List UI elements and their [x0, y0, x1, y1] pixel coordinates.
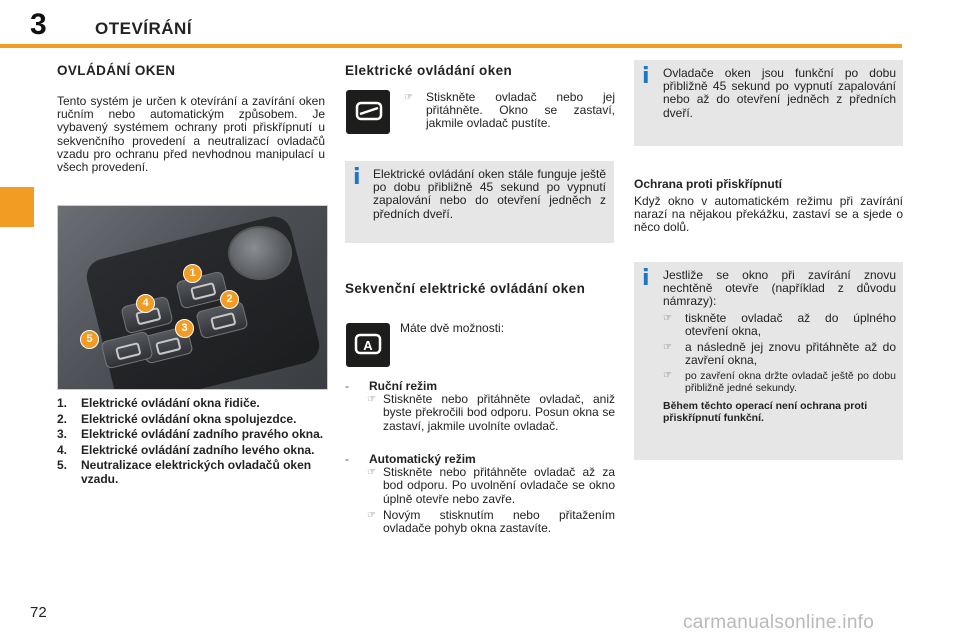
- info-bullet: a následně jej znovu přitáhněte až do zavření okna,: [685, 340, 896, 368]
- info-icon: i: [353, 165, 361, 190]
- legend-item: 2. Elektrické ovládání okna spolujezdce.: [57, 411, 297, 426]
- intro-paragraph: Tento systém je určen k otevírání a zavírání oken ručním nebo automatickým způsobem. Je vybavený systémem ochrany proti přiskřípnutí u sekvenčního provedení a neutralizací ovladačů vzadu pro ochranu před nevhodnou manipulací u všech provedení.: [57, 94, 325, 175]
- electric-bullet: ☞ Stiskněte ovladač nebo jej přitáhněte. Okno se zastaví, jakmile ovladač pustíte.: [404, 90, 615, 131]
- legend-item: 5. Neutralizace elektrických ovladačů oken vzadu.: [57, 458, 312, 486]
- pointer-icon: ☞: [367, 394, 376, 406]
- marker-1: 1: [183, 264, 202, 283]
- pointer-icon: ☞: [367, 467, 376, 479]
- sequential-heading: Sekvenční elektrické ovládání oken: [345, 281, 586, 296]
- watermark: carmanualsonline.info: [683, 612, 875, 633]
- pointer-icon: ☞: [663, 313, 672, 324]
- mirror-dial: [228, 226, 292, 280]
- info-icon: i: [642, 266, 650, 291]
- window-switch-icon: [346, 90, 390, 134]
- info-text: Jestliže se okno při zavírání znovu nechtěně otevře (například z důvodu námrazy):: [663, 268, 896, 309]
- manual-mode-label: Ruční režim: [369, 379, 438, 393]
- pointer-icon: ☞: [663, 342, 672, 353]
- marker-5: 5: [80, 330, 99, 349]
- pinch-text: Když okno v automatickém režimu při zavírání narazí na nějakou překážku, zastaví se a sjede o něco dolů.: [634, 194, 903, 235]
- info-box-icing: [634, 262, 903, 460]
- sequential-intro: Máte dvě možnosti:: [400, 321, 505, 335]
- electric-windows-heading: Elektrické ovládání oken: [345, 63, 513, 78]
- info-box-switches: [634, 60, 903, 146]
- marker-3: 3: [175, 319, 194, 338]
- info-box-timer: [345, 161, 614, 243]
- page-number: 72: [30, 604, 47, 621]
- info-bullet: po zavření okna držte ovladač ještě po dobu přibližně jedné sekundy.: [685, 370, 896, 394]
- pointer-icon: ☞: [663, 370, 672, 381]
- pointer-icon: ☞: [404, 92, 413, 103]
- svg-text:A: A: [363, 338, 373, 353]
- chapter-title: OTEVÍRÁNÍ: [95, 19, 193, 38]
- info-icon: i: [642, 64, 650, 89]
- chapter-side-tab: [0, 187, 34, 227]
- info-warning: Během těchto operací není ochrana proti přiskřípnutí funkční.: [663, 400, 868, 424]
- marker-4: 4: [136, 294, 155, 313]
- section-heading: OVLÁDÁNÍ OKEN: [57, 63, 176, 78]
- header-rule: [0, 44, 902, 48]
- window-switch-photo: [57, 205, 328, 390]
- info-bullet: tiskněte ovladač až do úplného otevření okna,: [685, 311, 896, 339]
- marker-2: 2: [220, 290, 239, 309]
- info-text: Ovladače oken jsou funkční po dobu přibližně 45 sekund po vypnutí zapalování nebo až do otevření jednĕch z předních dveří.: [663, 66, 896, 120]
- chapter-number: 3: [30, 8, 47, 41]
- photo-legend: [57, 397, 327, 488]
- auto-window-icon: [346, 323, 390, 367]
- pointer-icon: ☞: [367, 509, 376, 521]
- pinch-heading: Ochrana proti přiskřípnutí: [634, 177, 783, 191]
- manual-mode-text: Stiskněte nebo přitáhněte ovladač, aniž byste překročili bod odporu. Posun okna se zastaví, jakmile uvolníte ovladač.: [383, 392, 615, 433]
- manual-mode: - Ruční režim ☞ Stiskněte nebo přitáhněte ovladač, aniž byste překročili bod odporu. Posun okna se zastaví, jakmile uvolníte ovladač.: [345, 379, 615, 433]
- auto-mode: - Automatický režim ☞ Stiskněte nebo přitáhněte ovladač až za bod odporu. Po uvolnění ovladače se okno úplně otevře nebo zavře. ☞ Novým stisknutím nebo přitažením ovladače pohyb okna zastavíte.: [345, 452, 615, 536]
- info-text: Elektrické ovládání oken stále funguje ještě po dobu přibližně 45 sekund po vypnutí zapalování nebo do otevření jednĕch z předních dveří.: [373, 167, 606, 221]
- legend-item: 1. Elektrické ovládání okna řidiče.: [57, 396, 260, 410]
- legend-item: 4. Elektrické ovládání zadního levého okna.: [57, 442, 315, 457]
- legend-item: 3. Elektrické ovládání zadního pravého okna.: [57, 427, 324, 441]
- auto-mode-text-2: Novým stisknutím nebo přitažením ovladače pohyb okna zastavíte.: [383, 507, 615, 536]
- auto-mode-label: Automatický režim: [369, 452, 476, 466]
- auto-mode-text-1: Stiskněte nebo přitáhněte ovladač až za bod odporu. Po uvolnění ovladače se okno úplně otevře nebo zavře.: [383, 465, 615, 506]
